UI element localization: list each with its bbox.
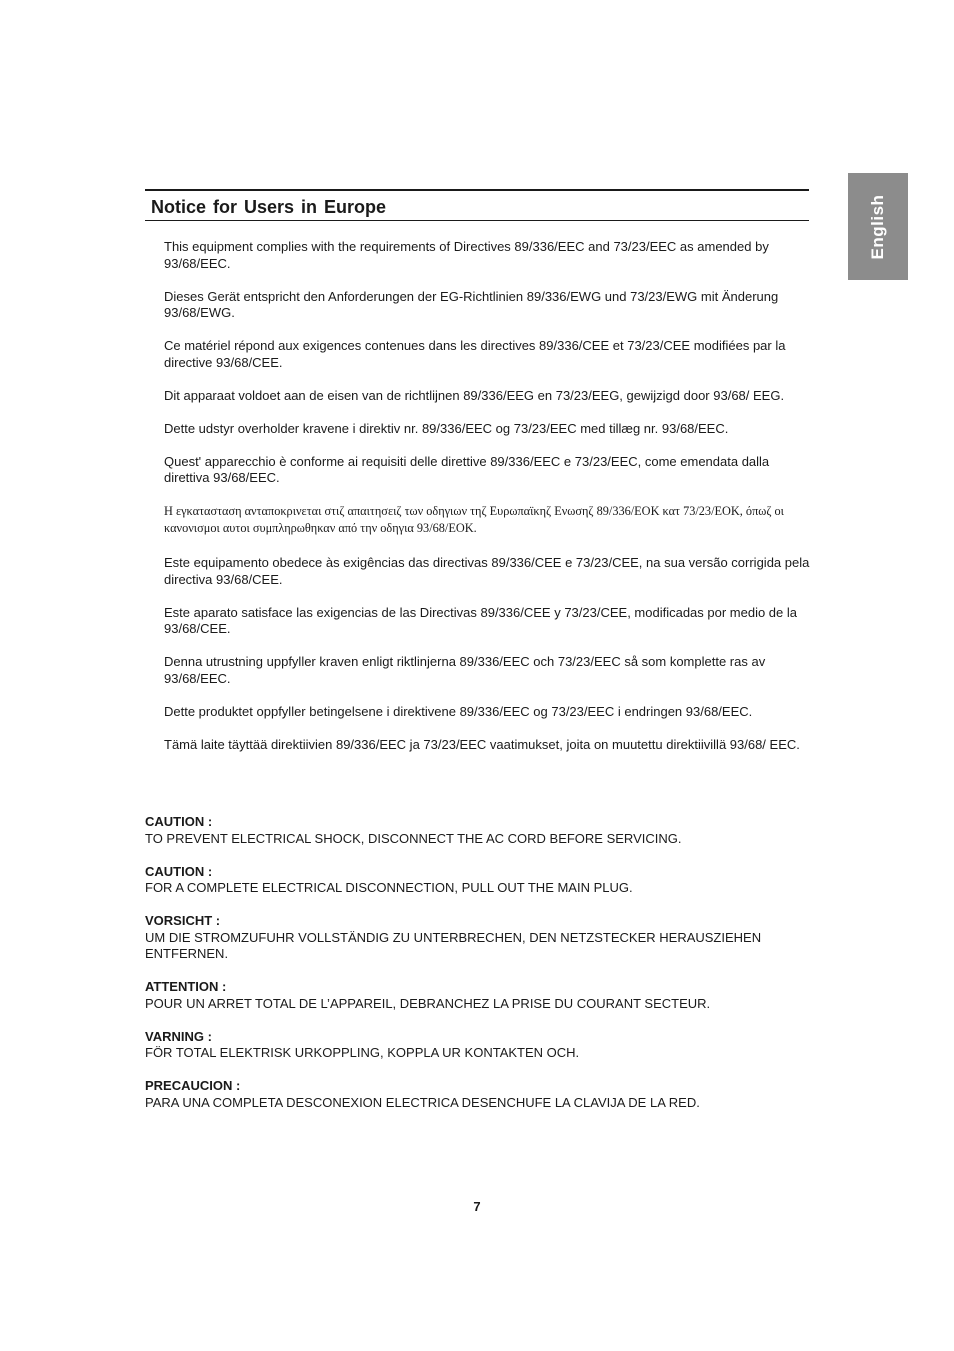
directive-paragraph-es: Este aparato satisface las exigencias de las Directivas 89/336/CEE y 73/23/CEE, modificadas por medio de la 93/68/CEE. (164, 604, 798, 636)
caution-block (145, 913, 815, 963)
caution-heading: CAUTION : (145, 814, 213, 829)
caution-heading: VORSICHT : (145, 913, 221, 928)
caution-block (145, 979, 815, 1012)
directive-paragraph-pt: Este equipamento obedece às exigências das directivas 89/336/CEE e 73/23/CEE, na sua versão corrigida pela directiva 93/68/CEE. (164, 555, 810, 587)
directive-paragraph-nl: Dit apparaat voldoet aan de eisen van de richtlijnen 89/336/EEG en 73/23/EEG, gewijzigd door 93/68/ EEG. (164, 387, 785, 403)
caution-block (145, 1029, 815, 1062)
page-number: 7 (473, 1199, 481, 1214)
directive-paragraph-el: Η εγκατασταση ανταποκρινεται στιζ απαιτησειζ των οδηγιων τηζ Ευρωπαϊκηζ Ενωσηζ 89/336/ΕΟΚ κατ 73/23/ΕΟΚ, όπωζ οι κανονισμοι αυτοι συμπληρωθηκαν από την οδηγια 93/68/ΕΟΚ. (164, 504, 784, 535)
caution-block (145, 1078, 815, 1111)
caution-text: TO PREVENT ELECTRICAL SHOCK, DISCONNECT THE AC CORD BEFORE SERVICING. (145, 830, 682, 846)
directive-paragraph-de: Dieses Gerät entspricht den Anforderungen der EG-Richtlinien 89/336/EWG und 73/23/EWG mit Änderung 93/68/EWG. (164, 288, 779, 320)
section-header (145, 189, 809, 221)
directive-paragraph-it: Quest' apparecchio è conforme ai requisiti delle direttive 89/336/EEC e 73/23/EEC, come emendata dalla direttiva 93/68/EEC. (164, 453, 770, 485)
caution-text: UM DIE STROMZUFUHR VOLLSTÄNDIG ZU UNTERBRECHEN, DEN NETZSTECKER HERAUSZIEHEN ENTFERNEN. (145, 929, 762, 961)
directive-paragraph-fr: Ce matériel répond aux exigences contenues dans les directives 89/336/CEE et 73/23/CEE modifiées par la directive 93/68/CEE. (164, 338, 786, 370)
directive-paragraph-no: Dette produktet oppfyller betingelsene i direktivene 89/336/EEC og 73/23/EEC i endringen 93/68/EEC. (164, 703, 753, 719)
directive-paragraph-da: Dette udstyr overholder kravene i direktiv nr. 89/336/EEC og 73/23/EEC med tillæg nr. 93/68/EEC. (164, 420, 729, 436)
caution-text: FÖR TOTAL ELEKTRISK URKOPPLING, KOPPLA UR KONTAKTEN OCH. (145, 1045, 580, 1060)
caution-heading: CAUTION : (145, 863, 213, 879)
caution-heading: ATTENTION : (145, 979, 227, 994)
caution-heading: VARNING : (145, 1028, 212, 1044)
section-title: Notice for Users in Europe (151, 197, 387, 217)
caution-list (145, 814, 815, 1128)
language-tab-label: English (868, 194, 887, 259)
caution-text: FOR A COMPLETE ELECTRICAL DISCONNECTION, PULL OUT THE MAIN PLUG. (145, 880, 633, 895)
directive-paragraph-en: This equipment complies with the requirements of Directives 89/336/EEC and 73/23/EEC as amended by 93/68/EEC. (164, 239, 769, 271)
directive-paragraphs (164, 239, 814, 770)
caution-block (145, 864, 815, 897)
directive-paragraph-fi: Tämä laite täyttää direktiivien 89/336/EEC ja 73/23/EEC vaatimukset, joita on muutettu direktiivillä 93/68/ EEC. (164, 736, 800, 752)
directive-paragraph-sv: Denna utrustning uppfyller kraven enligt riktlinjerna 89/336/EEC och 73/23/EEC så som komplette ras av 93/68/EEC. (164, 654, 766, 686)
language-tab (848, 173, 908, 280)
caution-block (145, 814, 815, 847)
caution-heading: PRECAUCION : (145, 1078, 241, 1093)
caution-text: POUR UN ARRET TOTAL DE L’APPAREIL, DEBRANCHEZ LA PRISE DU COURANT SECTEUR. (145, 995, 711, 1011)
caution-text: PARA UNA COMPLETA DESCONEXION ELECTRICA DESENCHUFE LA CLAVIJA DE LA RED. (145, 1094, 700, 1110)
